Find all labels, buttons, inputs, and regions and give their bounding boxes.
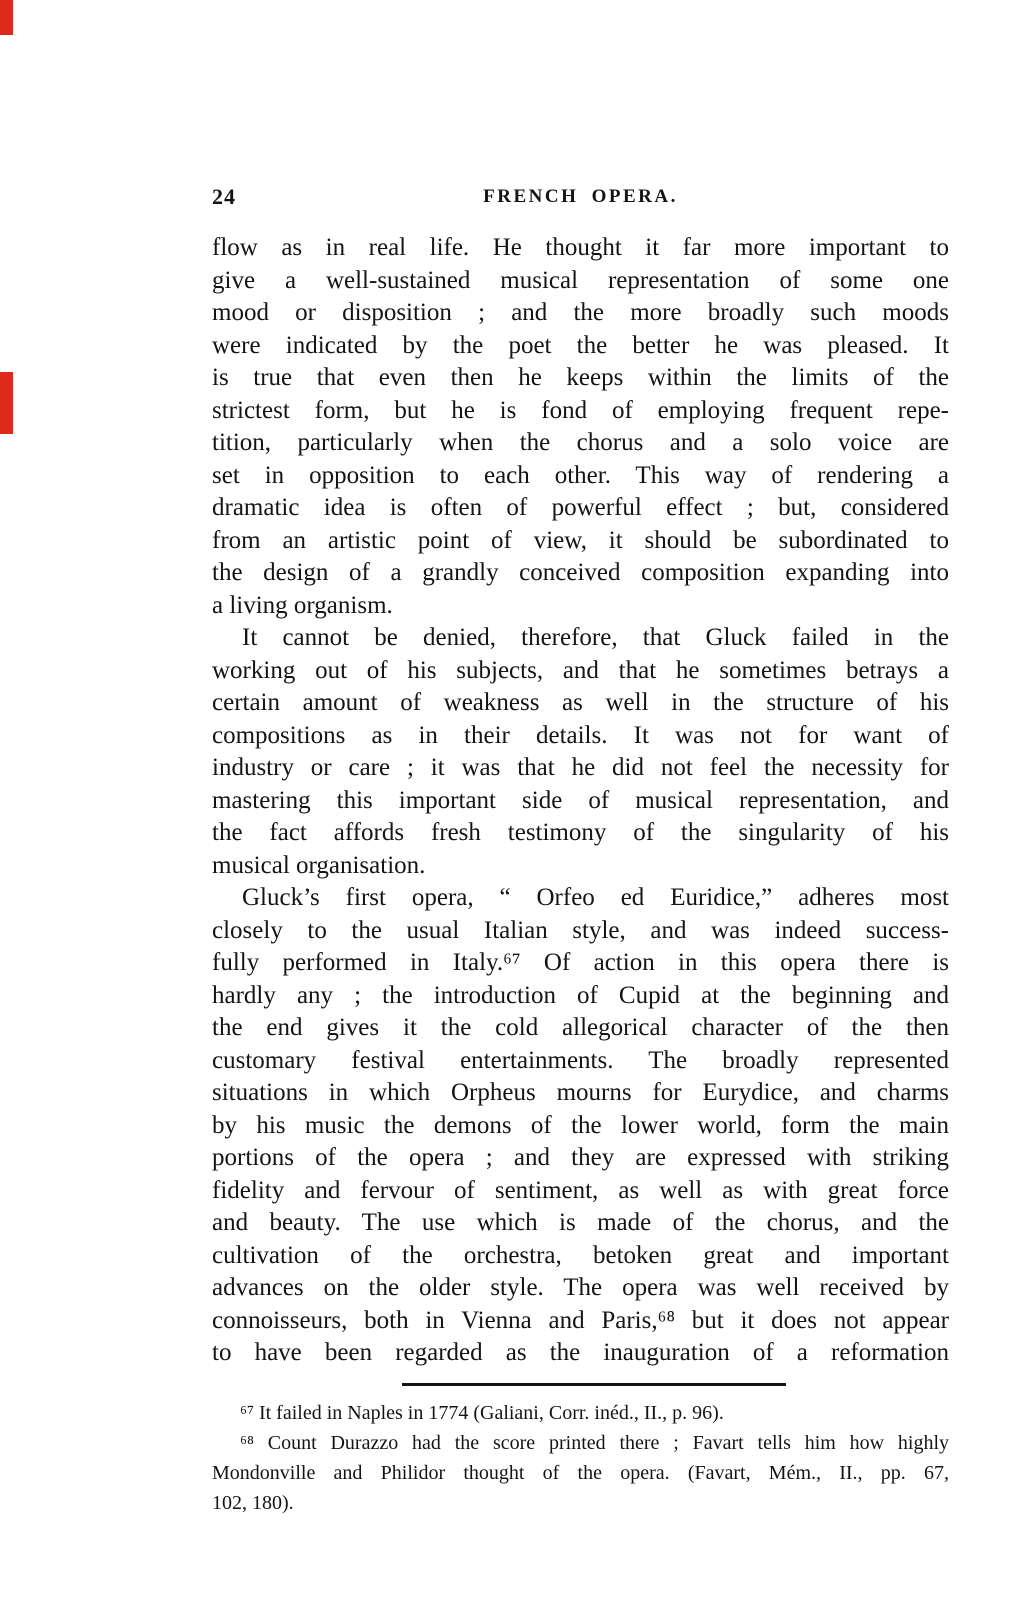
red-edge-mark-top (0, 0, 13, 35)
footnote-line: Mondonville and Philidor thought of the opera. (Favart, Mém., II., pp. 67, (212, 1462, 949, 1484)
body-line: strictest form, but he is fond of employing frequent repe- (212, 396, 949, 424)
body-line: the fact affords fresh testimony of the singularity of his (212, 819, 949, 846)
body-line: were indicated by the poet the better he was pleased. It (212, 331, 949, 359)
footnote-line: 102, 180). (212, 1492, 294, 1514)
body-line: by his music the demons of the lower world, form the main (212, 1111, 949, 1139)
body-line: customary festival entertainments. The broadly represented (212, 1046, 949, 1074)
body-line: connoisseurs, both in Vienna and Paris,⁶⁸ but it does not appear (212, 1306, 949, 1334)
body-line: portions of the opera ; and they are expressed with striking (212, 1144, 949, 1171)
body-line: is true that even then he keeps within the limits of the (212, 364, 949, 391)
footnote (212, 1428, 949, 1518)
body-line: set in opposition to each other. This way of rendering a (212, 461, 949, 489)
body-line: fully performed in Italy.⁶⁷ Of action in this opera there is (212, 949, 949, 976)
body-line: the design of a grandly conceived composition expanding into (212, 559, 949, 586)
body-line: dramatic idea is often of powerful effect ; but, considered (212, 494, 949, 521)
footnote-line: ⁶⁸ Count Durazzo had the score printed there ; Favart tells him how highly (240, 1432, 949, 1454)
footnote-line: ⁶⁷ It failed in Naples in 1774 (Galiani, Corr. inéd., II., p. 96). (240, 1402, 724, 1424)
body-line: closely to the usual Italian style, and was indeed success- (212, 916, 949, 944)
body-line: tition, particularly when the chorus and a solo voice are (212, 429, 949, 456)
body-line: from an artistic point of view, it should be subordinated to (212, 526, 949, 554)
body-line: compositions as in their details. It was not for want of (212, 721, 949, 749)
paragraph (212, 882, 949, 1370)
body-line: fidelity and fervour of sentiment, as well as with great force (212, 1176, 949, 1204)
body-line: industry or care ; it was that he did not feel the necessity for (212, 754, 949, 781)
body-line: cultivation of the orchestra, betoken great and important (212, 1241, 949, 1269)
body-line: mastering this important side of musical representation, and (212, 786, 949, 814)
body-line: advances on the older style. The opera was well received by (212, 1274, 949, 1301)
paragraph (212, 232, 949, 622)
paragraph (212, 622, 949, 882)
body-line: the end gives it the cold allegorical character of the then (212, 1014, 949, 1041)
body-line: mood or disposition ; and the more broadly such moods (212, 299, 949, 326)
red-edge-mark-middle (0, 372, 13, 434)
body-text (212, 232, 949, 1370)
body-line: certain amount of weakness as well in the structure of his (212, 689, 949, 716)
body-line: situations in which Orpheus mourns for Eurydice, and charms (212, 1079, 949, 1106)
body-line: to have been regarded as the inauguration of a reformation (212, 1339, 949, 1366)
running-header (212, 184, 949, 210)
body-line: working out of his subjects, and that he sometimes betrays a (212, 656, 949, 684)
footnote-separator (402, 1383, 786, 1386)
body-line: musical organisation. (212, 851, 426, 879)
footnotes (212, 1398, 949, 1518)
body-line: flow as in real life. He thought it far more important to (212, 234, 949, 261)
page-number: 24 (212, 184, 236, 209)
body-line: give a well-sustained musical representation of some one (212, 266, 949, 294)
header-title: FRENCH OPERA. (483, 186, 678, 207)
body-line: a living organism. (212, 591, 393, 619)
body-line: hardly any ; the introduction of Cupid at the beginning and (212, 981, 949, 1009)
body-line: It cannot be denied, therefore, that Gluck failed in the (242, 624, 949, 651)
body-line: and beauty. The use which is made of the chorus, and the (212, 1209, 949, 1236)
body-line: Gluck’s first opera, “ Orfeo ed Euridice,” adheres most (242, 884, 949, 911)
footnote (212, 1398, 949, 1428)
